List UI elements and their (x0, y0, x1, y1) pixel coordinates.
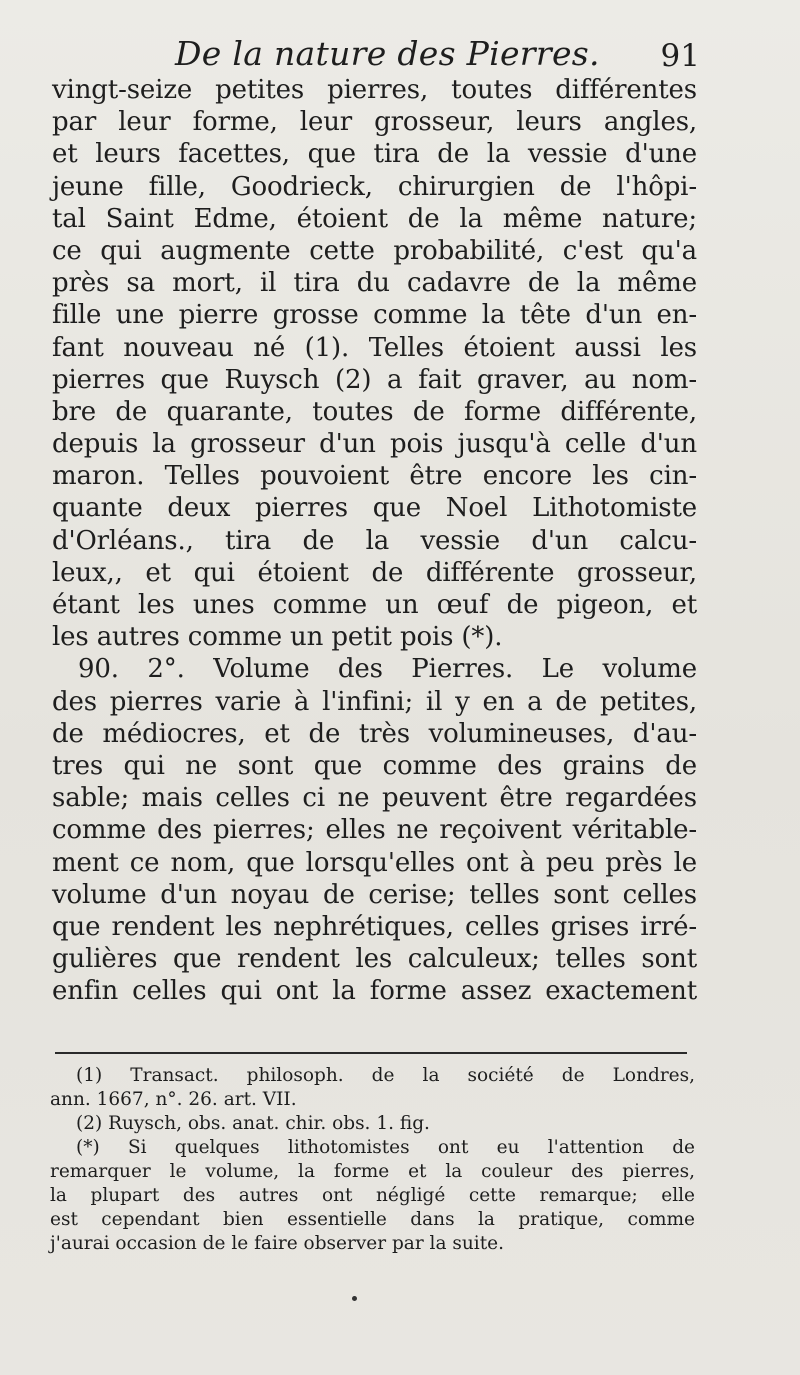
text-line: d'Orléans., tira de la vessie d'un calcu- (52, 525, 697, 556)
text-line: comme des pierres; elles ne reçoivent véritable- (52, 815, 697, 846)
text-line: gulières que rendent les calculeux; telles sont (52, 944, 697, 975)
footnote-line: la plupart des autres ont négligé cette remarque; elle (50, 1185, 695, 1206)
text-line: et leurs facettes, que tira de la vessie d'une (52, 139, 697, 170)
footnotes (50, 1064, 695, 1256)
text-line: de médiocres, et de très volumineuses, d'au- (52, 718, 697, 749)
text-line: près sa mort, il tira du cadavre de la même (52, 268, 697, 299)
footnote-line: ann. 1667, n°. 26. art. VII. (50, 1089, 297, 1110)
text-line: des pierres varie à l'infini; il y en a de petites, (52, 686, 697, 717)
text-line: fant nouveau né (1). Telles étoient aussi les (52, 332, 697, 363)
text-line: vingt-seize petites pierres, toutes différentes (52, 75, 697, 105)
footnote-line: (*) Si quelques lithotomistes ont eu l'attention de (76, 1137, 695, 1158)
ink-dot (352, 1296, 357, 1301)
text-line: leux,, et qui étoient de différente grosseur, (52, 557, 697, 588)
footnote-divider (55, 1052, 687, 1054)
text-line: pierres que Ruysch (2) a fait graver, au nom- (52, 364, 697, 395)
text-line: quante deux pierres que Noel Lithotomiste (52, 493, 697, 524)
page-number: 91 (660, 38, 700, 74)
text-line: par leur forme, leur grosseur, leurs angles, (52, 107, 697, 138)
text-line: ce qui augmente cette probabilité, c'est qu'a (52, 235, 697, 266)
text-line: bre de quarante, toutes de forme différente, (52, 396, 697, 427)
text-line: sable; mais celles ci ne peuvent être regardées (52, 783, 697, 814)
text-line: jeune fille, Goodrieck, chirurgien de l'hôpi- (52, 171, 697, 202)
footnote-line: (2) Ruysch, obs. anat. chir. obs. 1. fig. (76, 1113, 430, 1134)
running-title: De la nature des Pierres. (175, 34, 600, 73)
text-line: maron. Telles pouvoient être encore les cin- (52, 461, 697, 492)
text-line: étant les unes comme un œuf de pigeon, et (52, 590, 697, 620)
text-line: les autres comme un petit pois (*). (52, 622, 503, 653)
text-line: fille une pierre grosse comme la tête d'un en- (52, 300, 697, 331)
text-line: ment ce nom, que lorsqu'elles ont à peu près le (52, 847, 697, 878)
text-line-section-heading: 90. 2°. Volume des Pierres. Le volume (78, 654, 697, 685)
footnote-line: j'aurai occasion de le faire observer par la suite. (50, 1233, 504, 1254)
text-line: tal Saint Edme, étoient de la même nature; (52, 203, 697, 234)
text-line: depuis la grosseur d'un pois jusqu'à celle d'un (52, 429, 697, 460)
text-line: enfin celles qui ont la forme assez exactement (52, 976, 697, 1007)
text-line: tres qui ne sont que comme des grains de (52, 750, 697, 781)
footnote-line: est cependant bien essentielle dans la pratique, comme (50, 1209, 695, 1230)
body-text (52, 74, 697, 1007)
text-line: que rendent les nephrétiques, celles grises irré- (52, 911, 697, 942)
footnote-line: remarquer le volume, la forme et la couleur des pierres, (50, 1161, 695, 1182)
footnote-line: (1) Transact. philosoph. de la société de Londres, (76, 1065, 695, 1086)
text-line: volume d'un noyau de cerise; telles sont celles (52, 879, 697, 910)
